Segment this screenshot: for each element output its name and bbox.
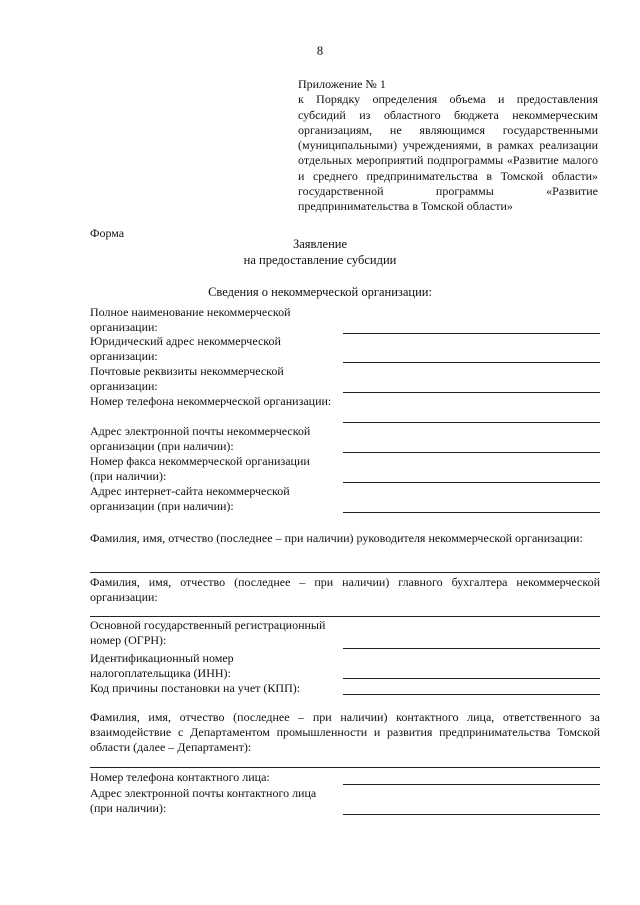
field-line-director[interactable] bbox=[90, 572, 600, 573]
section-heading: Сведения о некоммерческой организации: bbox=[208, 285, 432, 299]
field-line-kpp[interactable] bbox=[343, 694, 600, 695]
field-label-email: Адрес электронной почты некоммерческой организации (при наличии): bbox=[90, 424, 311, 453]
field-label-website: Адрес интернет-сайта некоммерческой организации (при наличии): bbox=[90, 484, 290, 513]
field-line-contact-email[interactable] bbox=[343, 814, 600, 815]
document-subtitle: на предоставление субсидии bbox=[243, 253, 397, 267]
field-line-postal-details[interactable] bbox=[343, 392, 600, 393]
field-line-contact-person[interactable] bbox=[90, 767, 600, 768]
field-label-kpp: Код причины постановки на учет (КПП): bbox=[90, 681, 301, 695]
appendix-title: Приложение № 1 bbox=[298, 77, 386, 91]
field-label-contact-email: Адрес электронной почты контактного лица (при наличии): bbox=[90, 786, 317, 815]
field-line-ogrn[interactable] bbox=[343, 648, 600, 649]
field-label-fax: Номер факса некоммерческой организации (при наличии): bbox=[90, 454, 310, 483]
field-label-accountant: Фамилия, имя, отчество (последнее – при наличии) главного бухгалтера некоммерческой организации: bbox=[90, 575, 600, 604]
form-label: Форма bbox=[90, 226, 125, 240]
field-line-contact-phone[interactable] bbox=[343, 784, 600, 785]
page-number: 8 bbox=[316, 44, 324, 58]
field-label-postal-details: Почтовые реквизиты некоммерческой организации: bbox=[90, 364, 284, 393]
appendix-text: к Порядку определения объема и предоставления субсидий из областного бюджета некоммерческим организациям, не являющимся государственными (муниципальными) учреждениями, в рамках реализации отдельных мероприятий подпрограммы «Развитие малого и среднего предпринимательства в Томской области» государственной программы «Развитие предпринимательства в Томской области» bbox=[298, 92, 598, 214]
field-line-fax[interactable] bbox=[343, 482, 600, 483]
field-label-contact-phone: Номер телефона контактного лица: bbox=[90, 770, 270, 784]
field-label-contact-person: Фамилия, имя, отчество (последнее – при наличии) контактного лица, ответственного за взаимодействие с Департаментом промышленности и развития предпринимательства Томской области (далее – Департамент): bbox=[90, 710, 600, 754]
field-label-legal-address: Юридический адрес некоммерческой организации: bbox=[90, 334, 281, 363]
field-label-full-name: Полное наименование некоммерческой организации: bbox=[90, 305, 291, 334]
field-line-accountant[interactable] bbox=[90, 616, 600, 617]
appendix-block bbox=[298, 77, 598, 215]
document-title: Заявление bbox=[292, 237, 347, 251]
field-line-legal-address[interactable] bbox=[343, 362, 600, 363]
field-line-phone[interactable] bbox=[343, 422, 600, 423]
field-line-email[interactable] bbox=[343, 452, 600, 453]
field-label-director: Фамилия, имя, отчество (последнее – при наличии) руководителя некоммерческой организации: bbox=[90, 531, 583, 545]
field-line-full-name[interactable] bbox=[343, 333, 600, 334]
field-label-ogrn: Основной государственный регистрационный номер (ОГРН): bbox=[90, 618, 326, 647]
field-line-website[interactable] bbox=[343, 512, 600, 513]
field-label-inn: Идентификационный номер налогоплательщика (ИНН): bbox=[90, 651, 234, 680]
field-label-phone: Номер телефона некоммерческой организации: bbox=[90, 394, 332, 408]
field-line-inn[interactable] bbox=[343, 678, 600, 679]
